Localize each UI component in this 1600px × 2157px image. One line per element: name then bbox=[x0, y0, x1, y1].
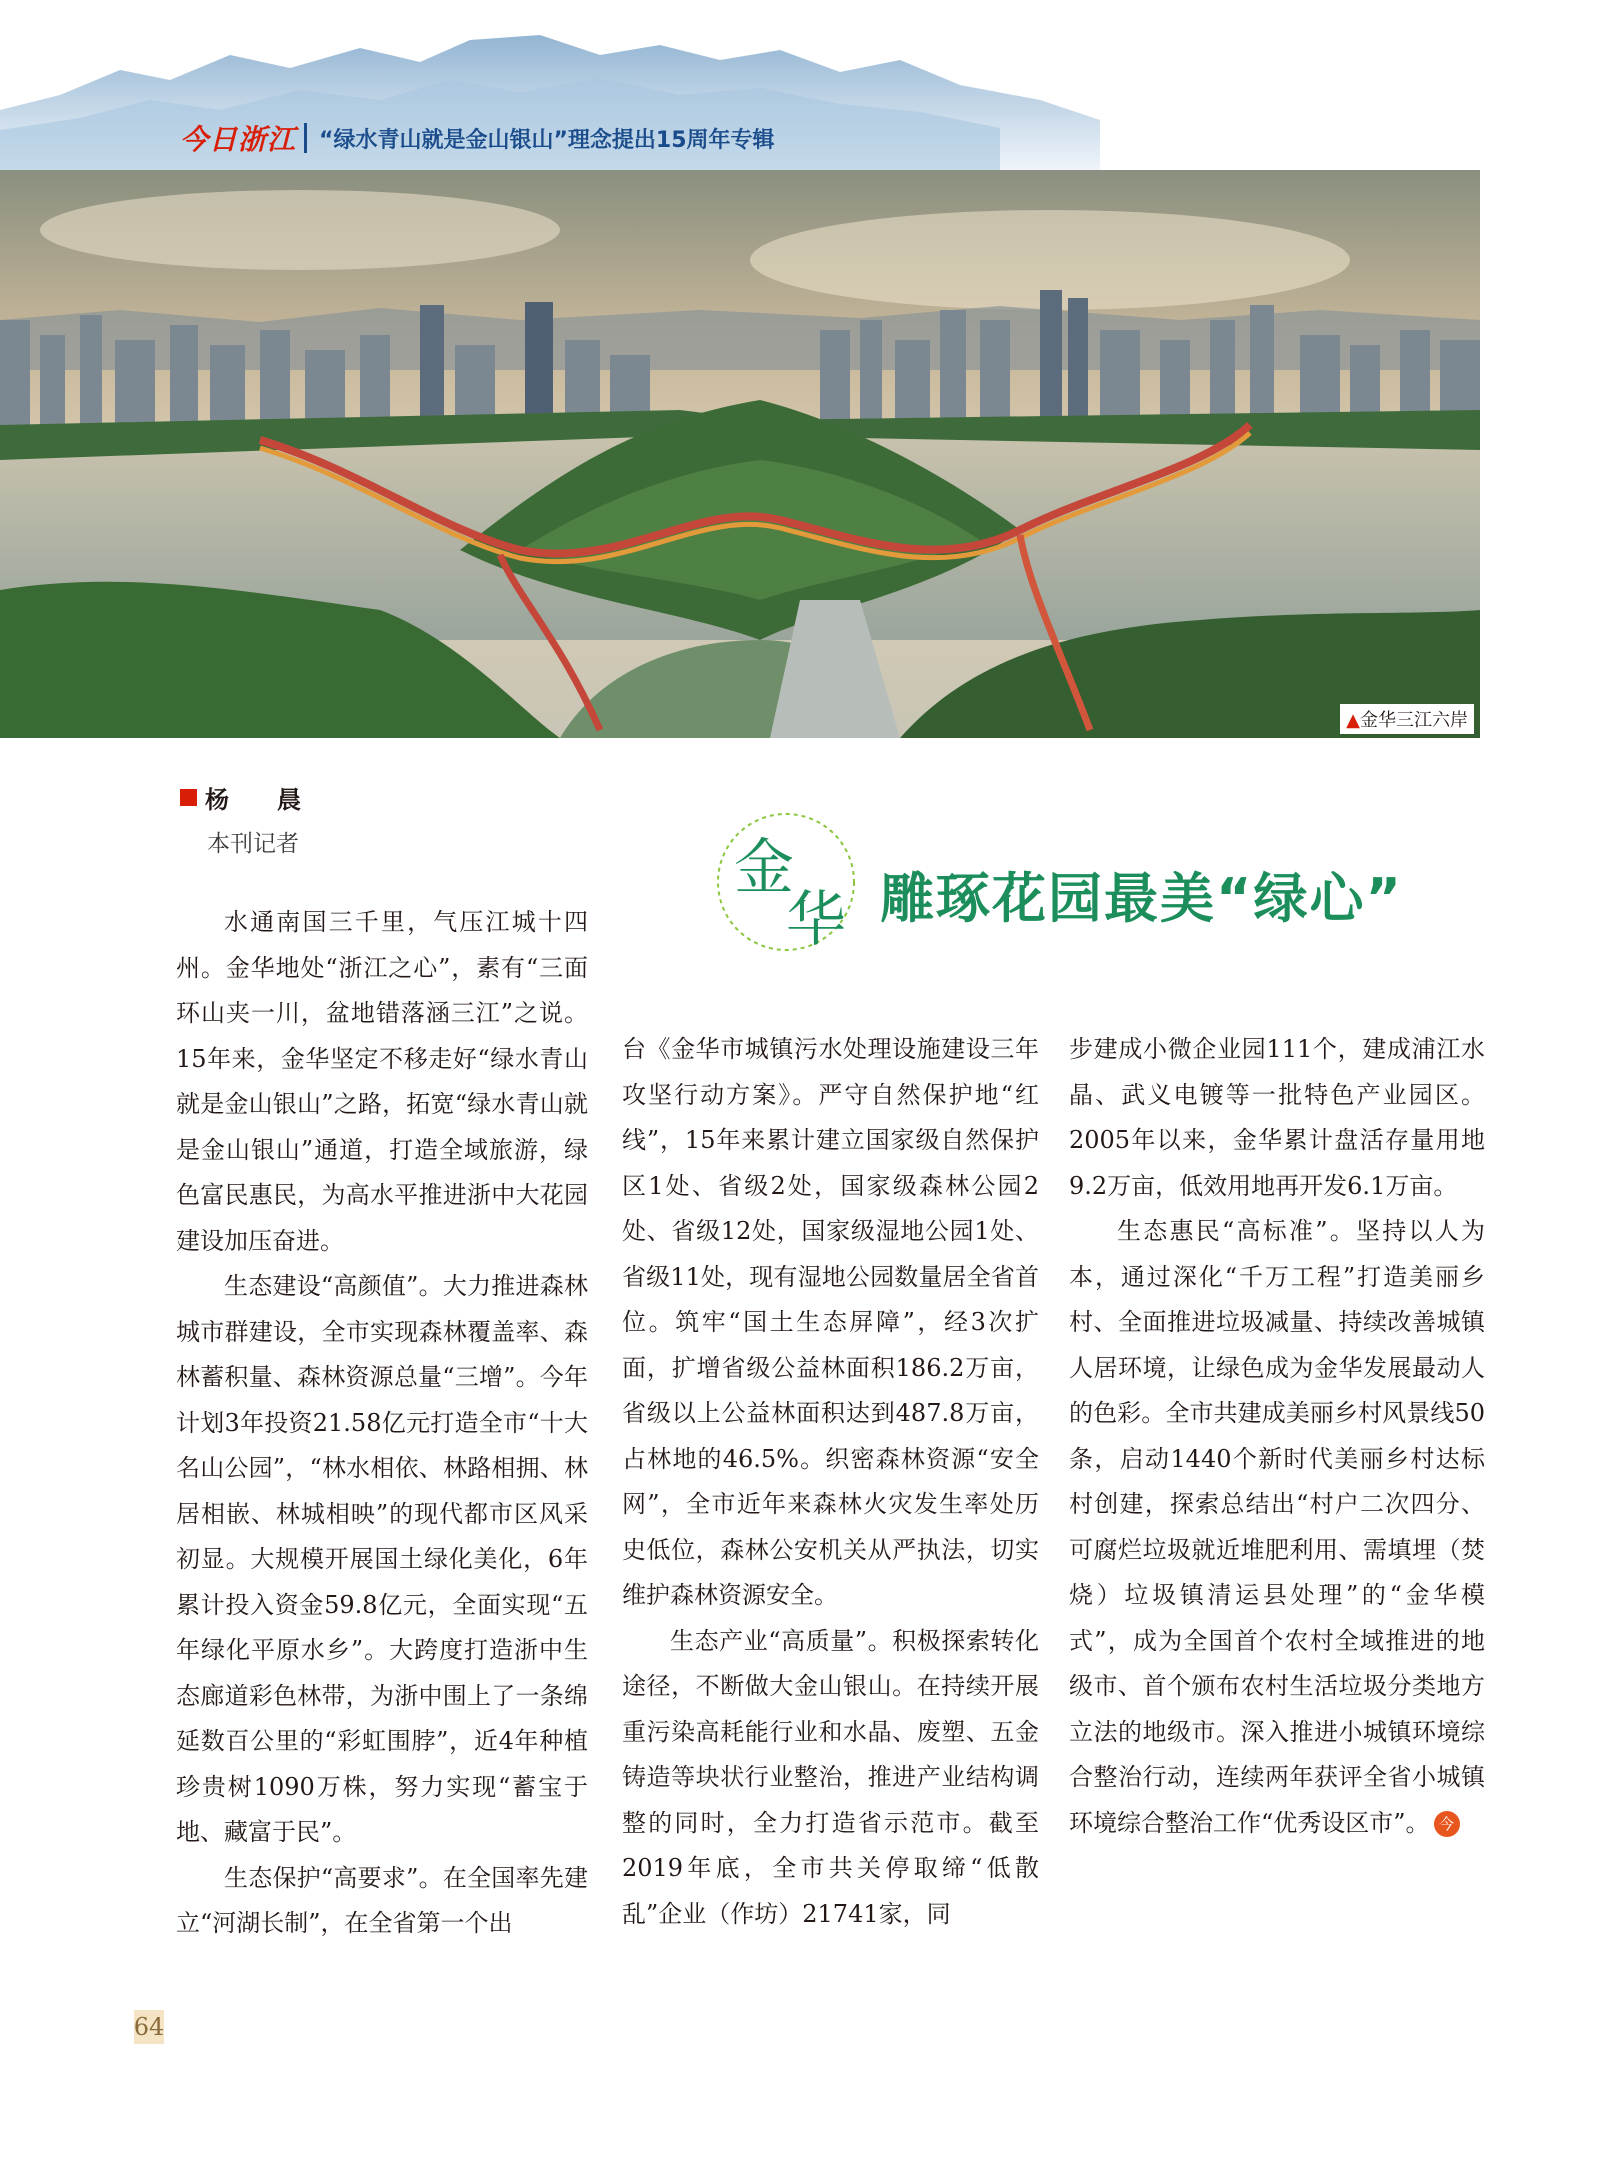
city-river-landscape-image bbox=[0, 170, 1480, 738]
caption-marker-icon: ▲ bbox=[1346, 710, 1360, 731]
article-end-icon: 今 bbox=[1434, 1811, 1460, 1837]
article-column-3 bbox=[1069, 1027, 1485, 1846]
paragraph: 生态产业“高质量”。积极探索转化途径，不断做大金山银山。在持续开展重污染高耗能行业和水晶、废塑、五金铸造等块状行业整治，推进产业结构调整的同时，全力打造省示范市。截至2019年底，全市共关停取缔“低散乱”企业（作坊）21741家，同 bbox=[622, 1626, 1039, 1928]
article-title bbox=[712, 808, 1412, 958]
paragraph bbox=[1069, 1209, 1485, 1846]
paragraph: 生态建设“高颜值”。大力推进森林城市群建设，全市实现森林覆盖率、森林蓄积量、森林资源总量“三增”。今年计划3年投资21.58亿元打造全市“十大名山公园”，“林水相依、林路相拥、林居相嵌、林城相映”的现代都市区风采初显。大规模开展国土绿化美化，6年累计投入资金59.8亿元，全面实现“五年绿化平原水乡”。大跨度打造浙中生态廊道彩色林带，为浙中围上了一条绵延数百公里的“彩虹围脖”，近4年种植珍贵树1090万株，努力实现“蓄宝于地、藏富于民”。 bbox=[176, 1272, 588, 1846]
magazine-brand: 今日浙江 bbox=[180, 123, 297, 156]
hero-photo bbox=[0, 170, 1480, 738]
paragraph: 水通南国三千里，气压江城十四州。金华地处“浙江之心”，素有“三面环山夹一川，盆地错落涵三江”之说。15年来，金华坚定不移走好“绿水青山就是金山银山”之路，拓宽“绿水青山就是金山银山”通道，打造全域旅游，绿色富民惠民，为高水平推进浙中大花园建设加压奋进。 bbox=[176, 908, 588, 1255]
magazine-header bbox=[180, 118, 775, 158]
article-column-2 bbox=[622, 1027, 1039, 1937]
photo-caption bbox=[1340, 704, 1474, 734]
paragraph: 步建成小微企业园111个，建成浦江水晶、武义电镀等一批特色产业园区。2005年以来，金华累计盘活存量用地9.2万亩，低效用地再开发6.1万亩。 bbox=[1069, 1035, 1485, 1200]
author-name-line bbox=[180, 780, 313, 815]
paragraph: 生态保护“高要求”。在全国率先建立“河湖长制”，在全省第一个出 bbox=[176, 1863, 588, 1937]
title-city-char-2: 华 bbox=[786, 885, 846, 955]
author-block bbox=[180, 780, 313, 858]
paragraph-text: 生态惠民“高标准”。坚持以人为本，通过深化“千万工程”打造美丽乡村、全面推进垃圾减量、持续改善城镇人居环境，让绿色成为金华发展最动人的色彩。全市共建成美丽乡村风景线50条，启动1440个新时代美丽乡村达标村创建，探索总结出“村户二次四分、可腐烂垃圾就近堆肥利用、需填埋（焚烧）垃圾镇清运县处理”的“金华模式”，成为全国首个农村全域推进的地级市、首个颁布农村生活垃圾分类地方立法的地级市。深入推进小城镇环境综合整治行动，连续两年获评全省小城镇环境综合整治工作“优秀设区市”。 bbox=[1069, 1217, 1485, 1837]
header-divider bbox=[304, 123, 307, 153]
title-headline: 雕琢花园最美“绿心” bbox=[880, 867, 1403, 930]
title-city-char-1: 金 bbox=[734, 833, 794, 903]
paragraph: 台《金华市城镇污水处理设施建设三年攻坚行动方案》。严守自然保护地“红线”，15年来累计建立国家级自然保护区1处、省级2处，国家级森林公园2处、省级12处，国家级湿地公园1处、省级11处，现有湿地公园数量居全省首位。筑牢“国土生态屏障”，经3次扩面，扩增省级公益林面积186.2万亩，省级以上公益林面积达到487.8万亩，占林地的46.5%。织密森林资源“安全网”，全市近年来森林火灾发生率处历史低位，森林公安机关从严执法，切实维护森林资源安全。 bbox=[622, 1035, 1039, 1609]
page-number: 64 bbox=[134, 2010, 164, 2044]
red-square-bullet-icon bbox=[180, 789, 197, 806]
special-issue-title: “绿水青山就是金山银山”理念提出15周年专辑 bbox=[319, 127, 775, 153]
article-column-1 bbox=[176, 900, 588, 1947]
author-name: 杨 晨 bbox=[205, 786, 313, 814]
caption-text: 金华三江六岸 bbox=[1360, 710, 1468, 731]
author-role: 本刊记者 bbox=[207, 831, 299, 857]
